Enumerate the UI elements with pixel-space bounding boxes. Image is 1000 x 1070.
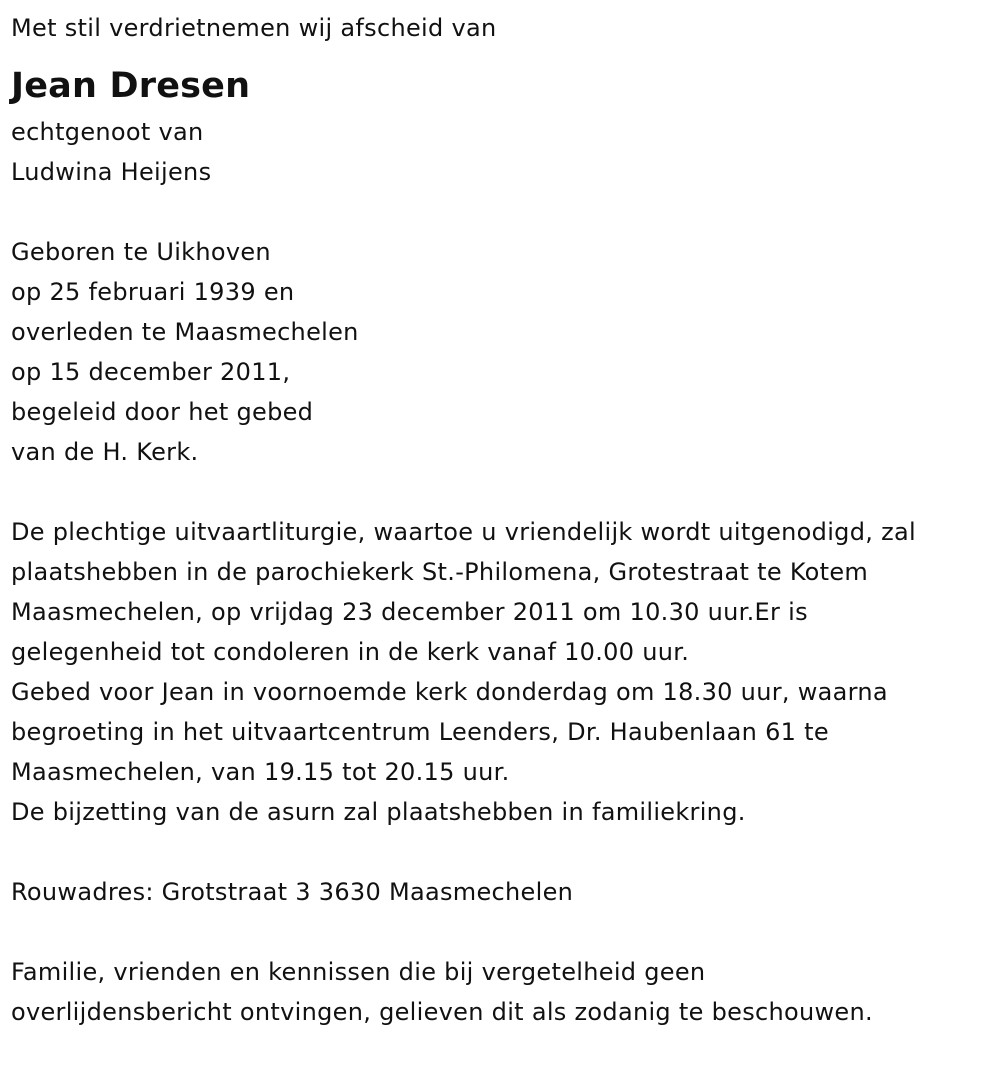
spacer — [11, 472, 1000, 512]
ceremony-line: begroeting in het uitvaartcentrum Leenders, Dr. Haubenlaan 61 te — [11, 718, 829, 746]
closing-line: overlijdensbericht ontvingen, gelieven dit als zodanig te beschouwen. — [11, 998, 873, 1026]
life-line: overleden te Maasmechelen — [11, 318, 359, 346]
life-line: op 15 december 2011, — [11, 358, 291, 386]
mourning-address: Rouwadres: Grotstraat 3 3630 Maasmechelen — [11, 878, 574, 906]
closing-block — [11, 952, 1000, 1032]
ceremony-line: Maasmechelen, van 19.15 tot 20.15 uur. — [11, 758, 510, 786]
intro-text: Met stil verdrietnemen wij afscheid van — [11, 14, 497, 42]
spacer — [11, 912, 1000, 952]
ceremony-block — [11, 512, 1000, 832]
ceremony-line: gelegenheid tot condoleren in de kerk vanaf 10.00 uur. — [11, 638, 690, 666]
ceremony-line: De bijzetting van de asurn zal plaatshebben in familiekring. — [11, 798, 746, 826]
life-details-block — [11, 232, 1000, 472]
spacer — [11, 192, 1000, 232]
ceremony-line: Maasmechelen, op vrijdag 23 december 2011 om 10.30 uur.Er is — [11, 598, 808, 626]
ceremony-line: plaatshebben in de parochiekerk St.-Philomena, Grotestraat te Kotem — [11, 558, 869, 586]
ceremony-line: Gebed voor Jean in voornoemde kerk donderdag om 18.30 uur, waarna — [11, 678, 888, 706]
spouse-name: Ludwina Heijens — [11, 158, 212, 186]
spouse-block — [11, 112, 1000, 192]
life-line: begeleid door het gebed — [11, 398, 314, 426]
deceased-name: Jean Dresen — [11, 66, 251, 106]
life-line: van de H. Kerk. — [11, 438, 199, 466]
spacer — [11, 832, 1000, 872]
ceremony-line: De plechtige uitvaartliturgie, waartoe u vriendelijk wordt uitgenodigd, zal — [11, 518, 916, 546]
closing-line: Familie, vrienden en kennissen die bij vergetelheid geen — [11, 958, 706, 986]
life-line: Geboren te Uikhoven — [11, 238, 271, 266]
spouse-line: echtgenoot van — [11, 118, 204, 146]
life-line: op 25 februari 1939 en — [11, 278, 295, 306]
